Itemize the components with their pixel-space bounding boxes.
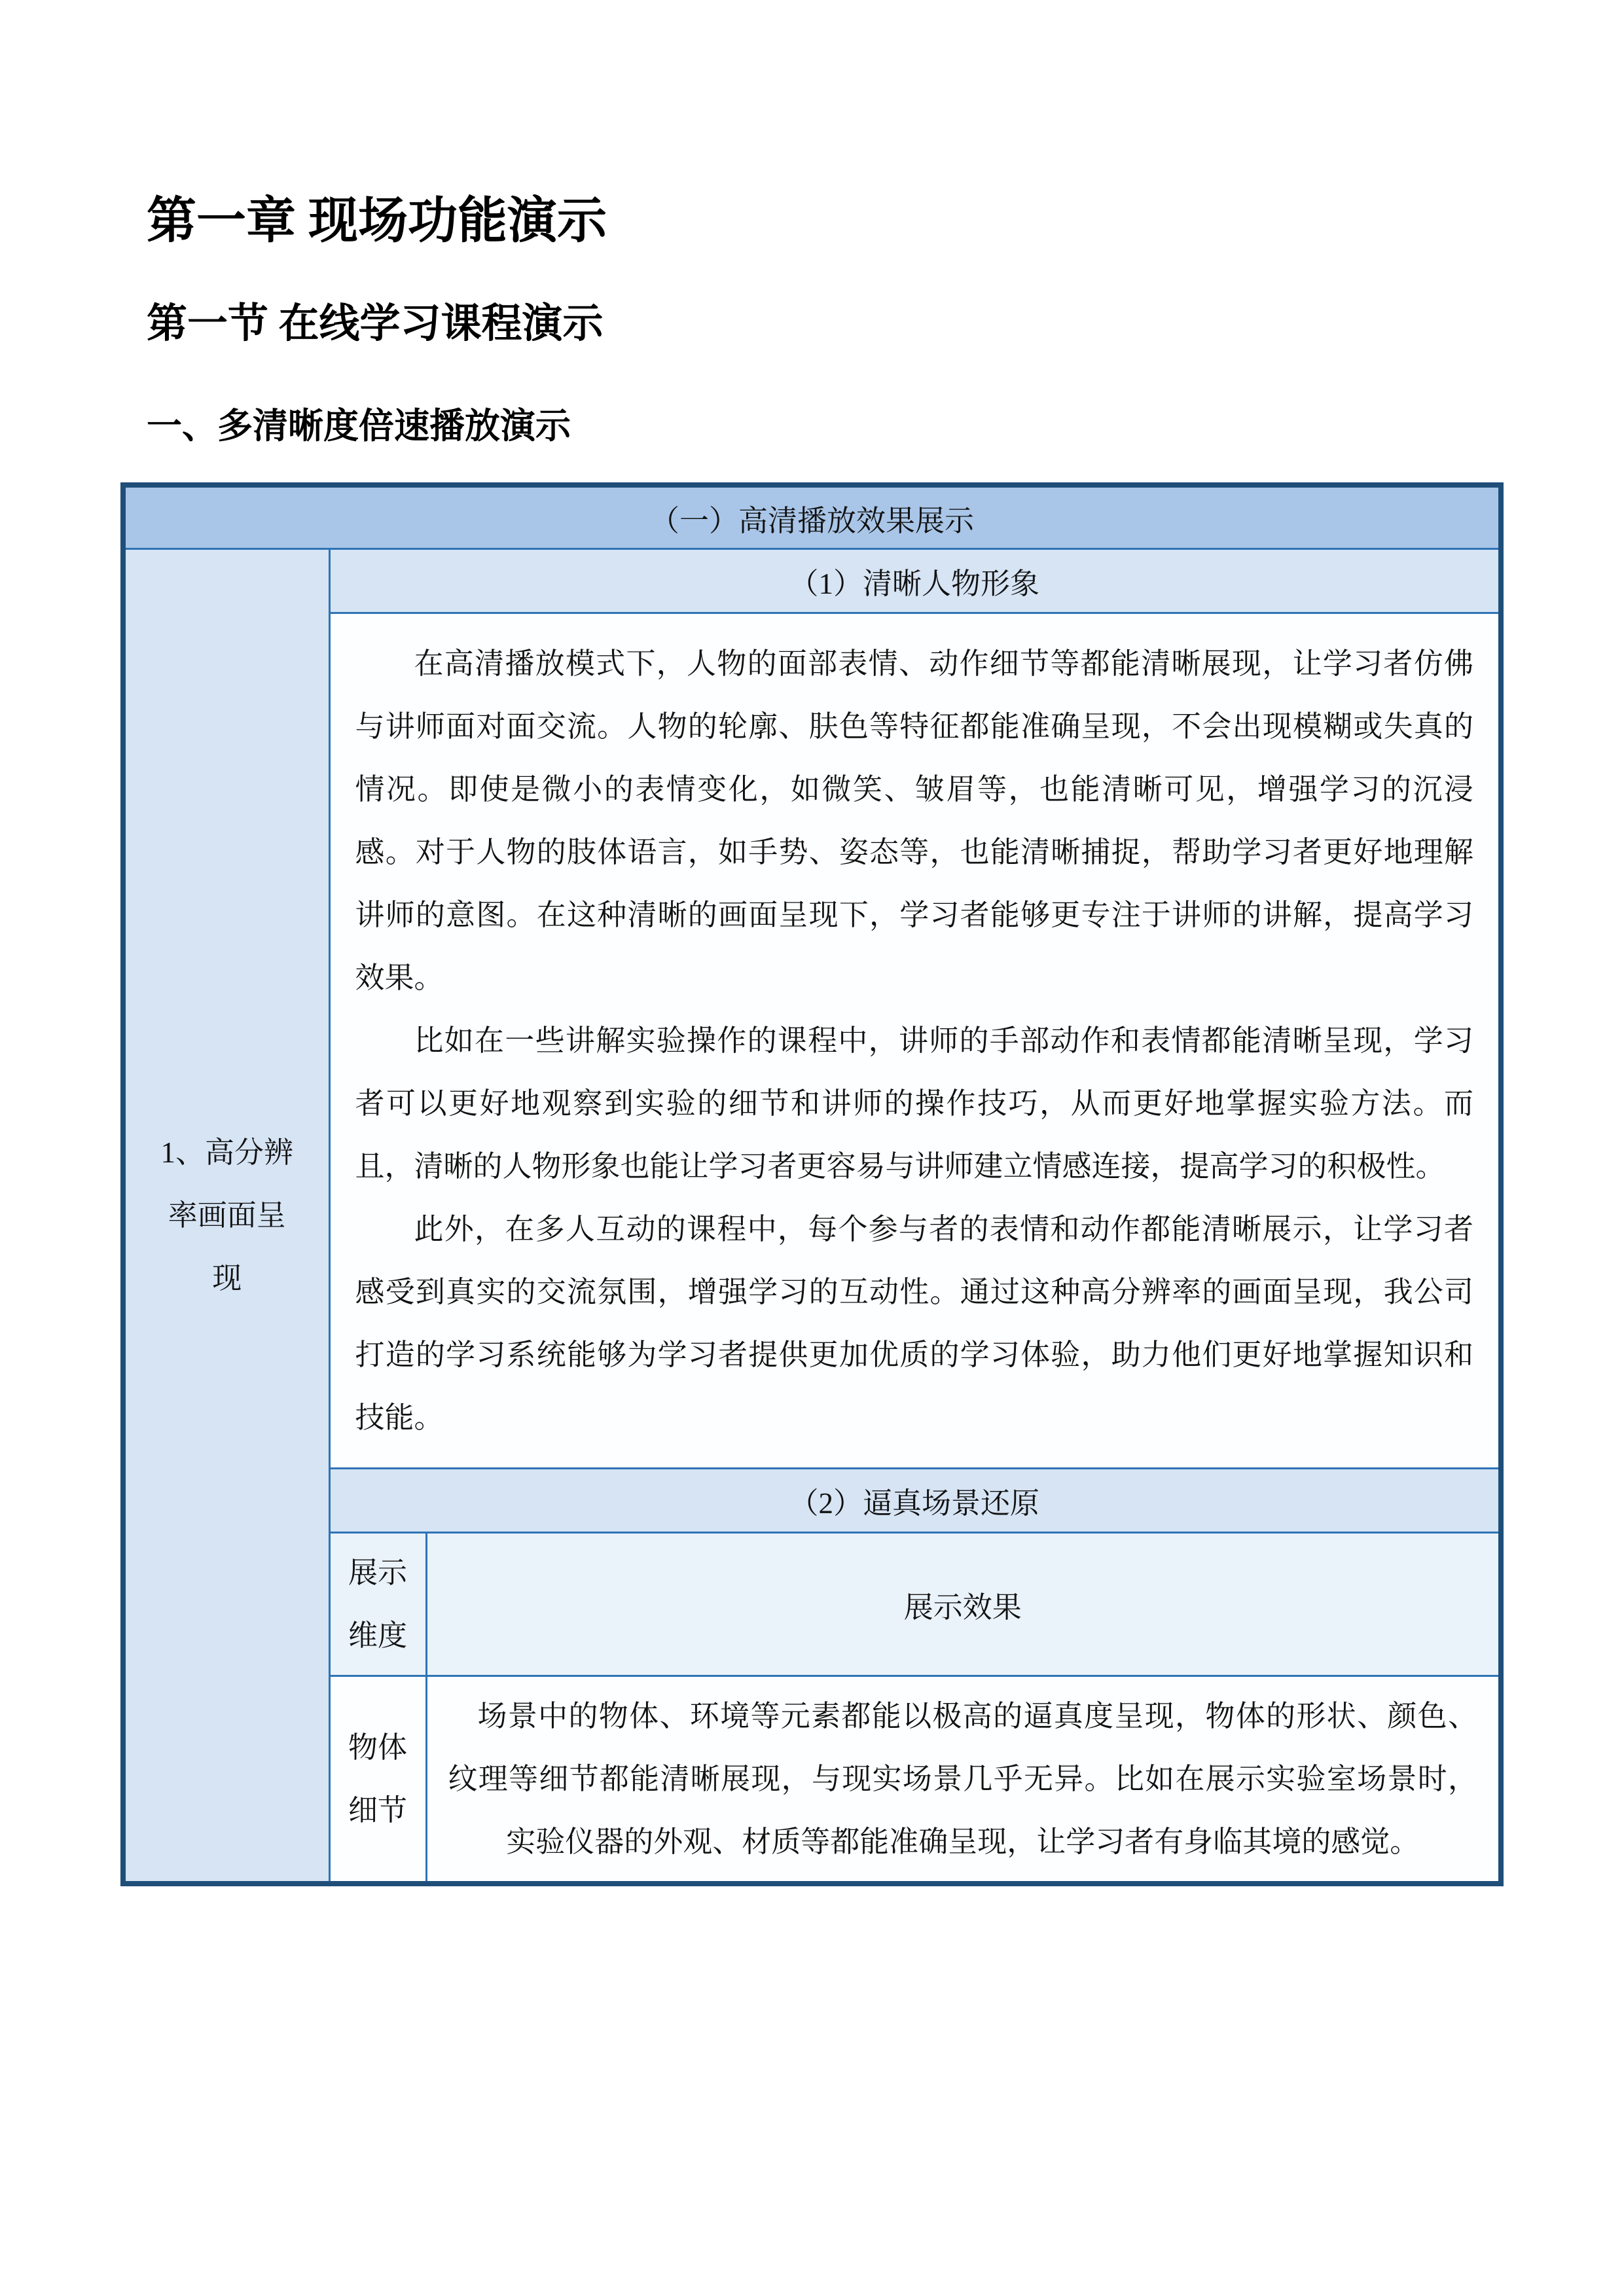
detail-content-cell: 场景中的物体、环境等元素都能以极高的逼真度呈现，物体的形状、颜色、纹理等细节都能清晰展现，与现实场景几乎无异。比如在展示实验室场景时，实验仪器的外观、材质等都能准确呈现，让学习者有身临其境的感觉。	[426, 1676, 1501, 1884]
sub1-body-cell	[329, 613, 1501, 1469]
sub1-body-row	[123, 613, 1501, 1469]
sub1-header-row	[123, 549, 1501, 613]
detail-row	[123, 1676, 1501, 1884]
demo-table	[120, 482, 1504, 1887]
sub2-header-cell: （2）逼真场景还原	[329, 1469, 1501, 1533]
chapter-title: 第一章 现场功能演示	[147, 194, 607, 249]
sub1-header-cell: （1）清晰人物形象	[329, 549, 1501, 613]
detail-label-cell: 物体细节	[329, 1676, 426, 1884]
dimension-column-header: 展示维度	[329, 1533, 426, 1676]
body-paragraph: 比如在一些讲解实验操作的课程中，讲师的手部动作和表情都能清晰呈现，学习者可以更好地观察到实验的细节和讲师的操作技巧，从而更好地掌握实验方法。而且，清晰的人物形象也能让学习者更容易与讲师建立情感连接，提高学习的积极性。	[355, 1024, 1473, 1183]
table-main-header-row	[123, 485, 1501, 549]
effect-column-header: 展示效果	[426, 1533, 1501, 1676]
dimension-header-row	[123, 1533, 1501, 1676]
section-title: 第一节 在线学习课程演示	[147, 302, 604, 347]
row-label-cell: 1、高分辨率画面呈现	[123, 549, 329, 1884]
body-paragraph: 在高清播放模式下，人物的面部表情、动作细节等都能清晰展现，让学习者仿佛与讲师面对面交流。人物的轮廓、肤色等特征都能准确呈现，不会出现模糊或失真的情况。即使是微小的表情变化，如微笑、皱眉等，也能清晰可见，增强学习的沉浸感。对于人物的肢体语言，如手势、姿态等，也能清晰捕捉，帮助学习者更好地理解讲师的意图。在这种清晰的画面呈现下，学习者能够更专注于讲师的讲解，提高学习效果。	[355, 647, 1473, 995]
subsection-title: 一、多清晰度倍速播放演示	[147, 406, 571, 446]
table-main-header: （一）高清播放效果展示	[123, 485, 1501, 549]
body-paragraph: 此外，在多人互动的课程中，每个参与者的表情和动作都能清晰展示，让学习者感受到真实的交流氛围，增强学习的互动性。通过这种高分辨率的画面呈现，我公司打造的学习系统能够为学习者提供更加优质的学习体验，助力他们更好地掌握知识和技能。	[355, 1213, 1473, 1435]
sub2-header-row	[123, 1469, 1501, 1533]
